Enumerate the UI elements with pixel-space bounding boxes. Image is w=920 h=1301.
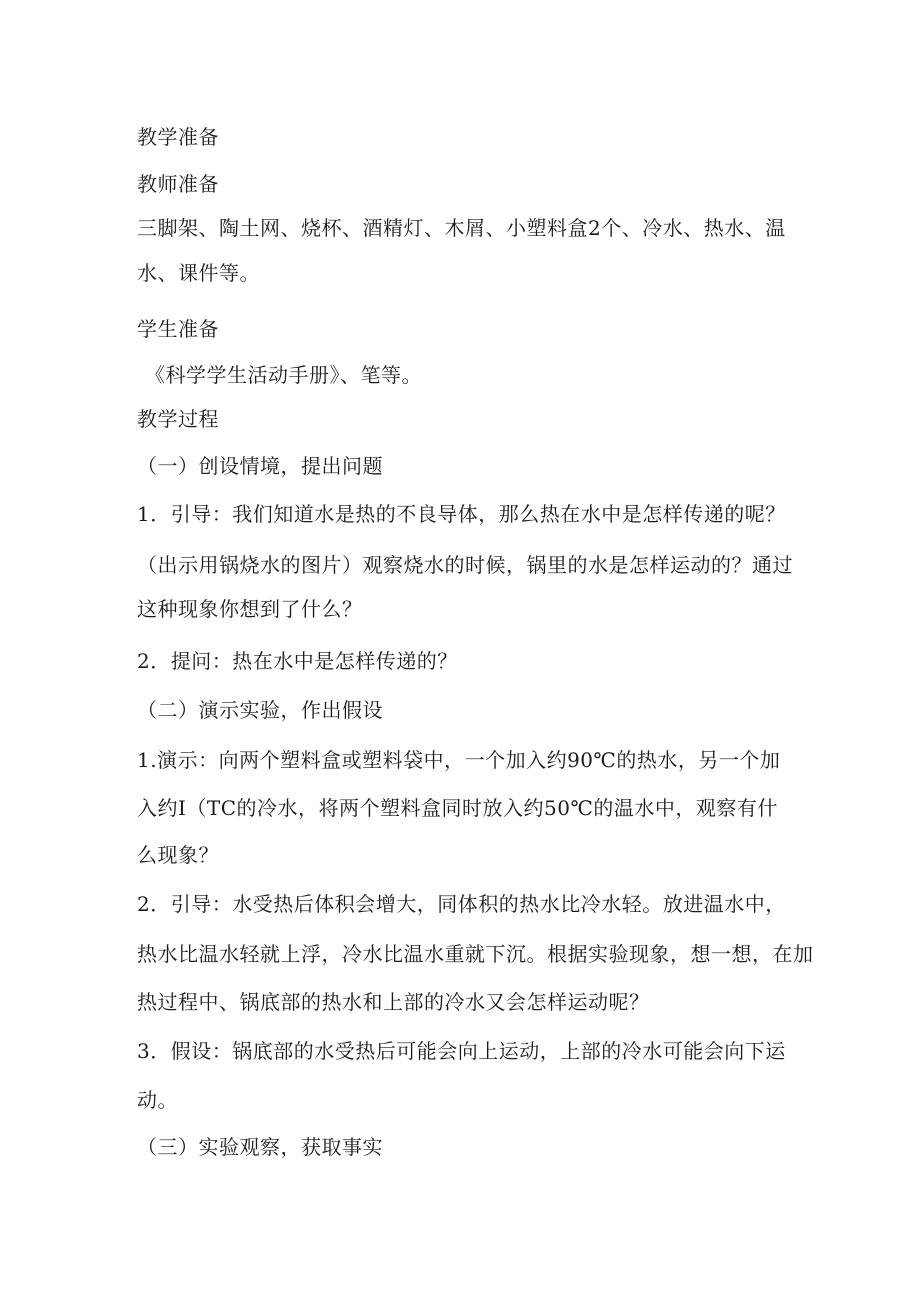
paragraph-line: 水、课件等。 (137, 261, 260, 285)
paragraph-line: 这种现象你想到了什么？ (137, 597, 363, 621)
heading-teacher-preparation: 教师准备 (137, 172, 219, 196)
paragraph-line: 1．引导：我们知道水是热的不良导体，那么热在水中是怎样传递的呢？ (137, 502, 786, 526)
paragraph-line: （出示用锅烧水的图片）观察烧水的时候，锅里的水是怎样运动的？通过 (137, 553, 793, 577)
paragraph-line: 1.演示：向两个塑料盒或塑料袋中，一个加入约90℃的热水，另一个加 (137, 748, 781, 772)
heading-student-preparation: 学生准备 (137, 317, 219, 341)
paragraph-line: 三脚架、陶土网、烧杯、酒精灯、木屑、小塑料盒2个、冷水、热水、温 (137, 216, 786, 240)
paragraph-line: 2．引导：水受热后体积会增大，同体积的热水比冷水轻。放进温水中， (137, 892, 786, 916)
heading-teaching-preparation: 教学准备 (137, 125, 219, 149)
section-heading: （一）创设情境，提出问题 (137, 454, 383, 478)
paragraph-line: 3．假设：锅底部的水受热后可能会向上运动，上部的冷水可能会向下运 (137, 1039, 786, 1063)
paragraph-line: 热水比温水轻就上浮，冷水比温水重就下沉。根据实验现象，想一想，在加 (137, 942, 814, 966)
paragraph-line: 么现象？ (137, 843, 219, 867)
paragraph-line: 入约I（TC的冷水，将两个塑料盒同时放入约50℃的温水中，观察有什 (137, 796, 778, 820)
paragraph-line: 热过程中、锅底部的热水和上部的冷水又会怎样运动呢？ (137, 990, 650, 1014)
section-heading: （三）实验观察，获取事实 (137, 1135, 383, 1159)
section-heading: （二）演示实验，作出假设 (137, 698, 383, 722)
paragraph-line: 2．提问：热在水中是怎样传递的？ (137, 649, 458, 673)
paragraph-line: 《科学学生活动手册》、笔等。 (145, 363, 422, 387)
paragraph-line: 动。 (137, 1088, 178, 1112)
heading-teaching-process: 教学过程 (137, 407, 219, 431)
